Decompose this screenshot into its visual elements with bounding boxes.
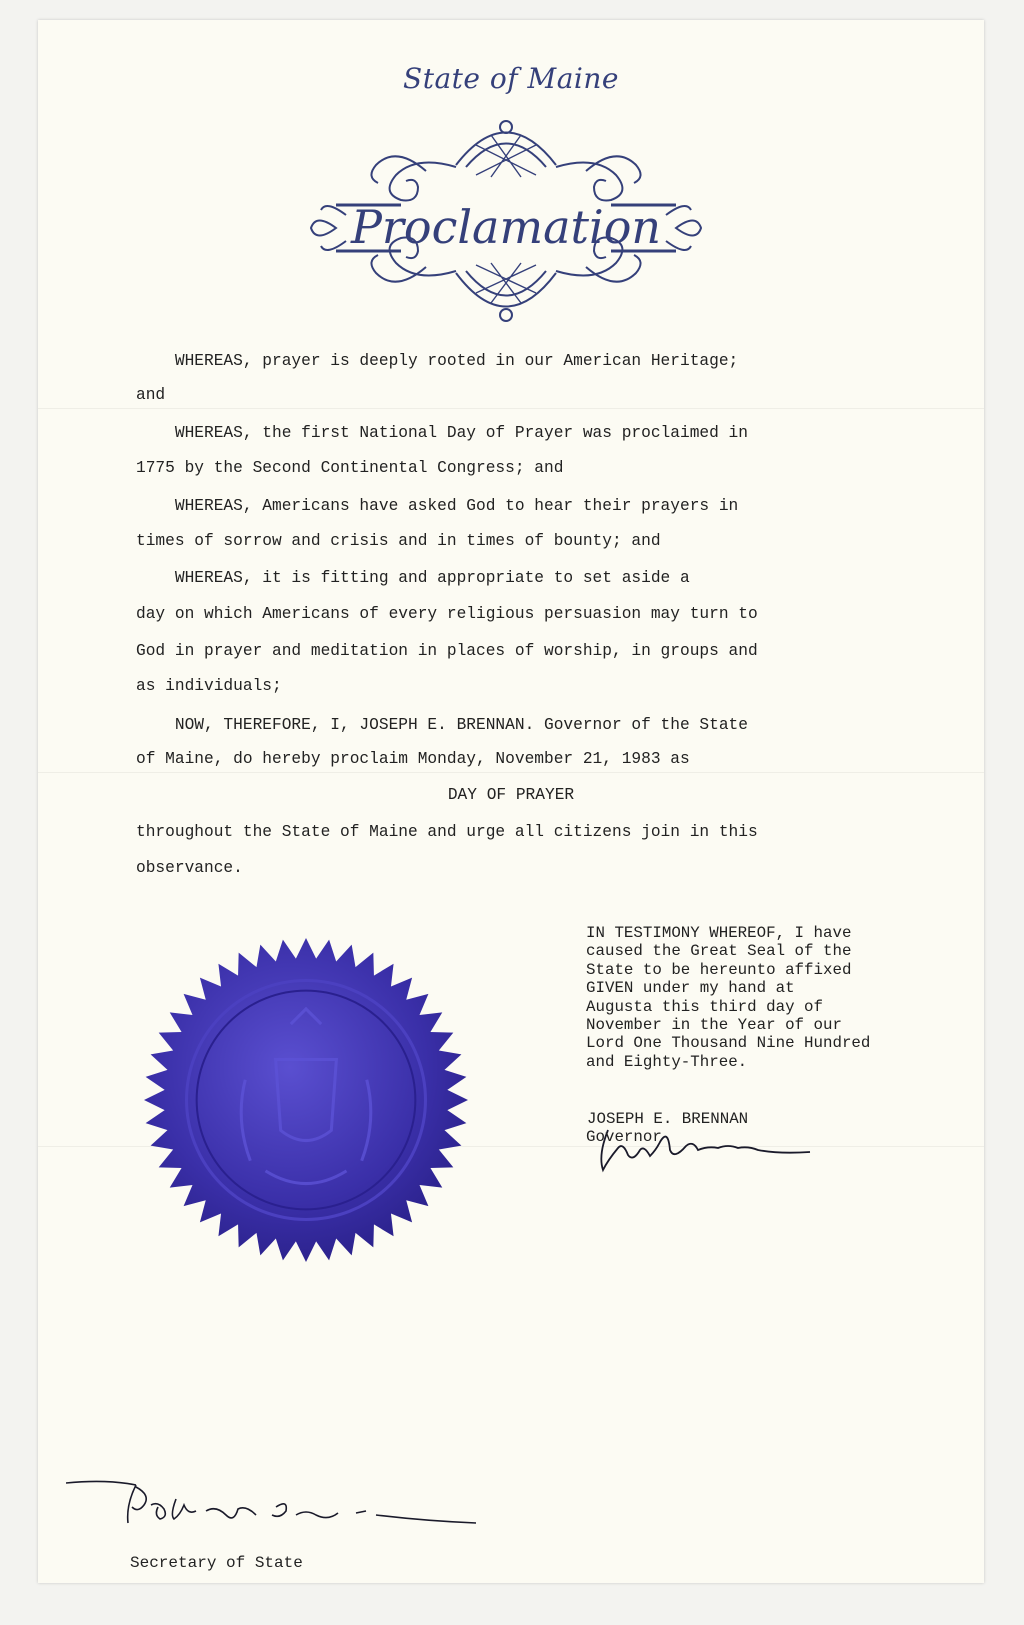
- body-line: WHEREAS, it is fitting and appropriate to set aside a: [136, 569, 690, 587]
- secretary-of-state-label: Secretary of State: [130, 1554, 303, 1572]
- testimony-line: and Eighty-Three.: [586, 1052, 748, 1071]
- whereas-body: [38, 20, 984, 877]
- body-line: times of sorrow and crisis and in times of bounty; and: [136, 532, 661, 550]
- state-heading: State of Maine: [403, 62, 619, 95]
- body-line: 1775 by the Second Continental Congress; and: [136, 459, 564, 477]
- proclamation-title: Proclamation: [350, 200, 662, 254]
- body-line: WHEREAS, prayer is deeply rooted in our American Heritage;: [136, 352, 739, 370]
- body-line: of Maine, do hereby proclaim Monday, November 21, 1983 as: [136, 750, 690, 768]
- body-line: throughout the State of Maine and urge all citizens join in this: [136, 823, 758, 841]
- body-line: WHEREAS, the first National Day of Prayer was proclaimed in: [136, 424, 748, 442]
- body-line: NOW, THEREFORE, I, JOSEPH E. BRENNAN. Governor of the State: [136, 716, 748, 734]
- governor-title: Governor: [586, 1128, 662, 1146]
- secretary-signature: [66, 1475, 486, 1555]
- day-of-prayer-title: DAY OF PRAYER: [447, 786, 575, 804]
- testimony-line: caused the Great Seal of the: [586, 942, 852, 961]
- testimony-line: GIVEN under my hand at: [586, 979, 795, 998]
- governor-block: [586, 1110, 748, 1146]
- body-line: and: [136, 386, 166, 404]
- testimony-block: [586, 924, 946, 1071]
- testimony-line: IN TESTIMONY WHEREOF, I have: [586, 924, 852, 942]
- body-line: observance.: [136, 859, 243, 877]
- governor-name: JOSEPH E. BRENNAN: [587, 1110, 749, 1128]
- testimony-line: State to be hereunto affixed: [586, 960, 852, 979]
- proclamation-document: [38, 20, 984, 1583]
- body-line: God in prayer and meditation in places of worship, in groups and: [136, 642, 758, 660]
- body-line: WHEREAS, Americans have asked God to hear their prayers in: [136, 497, 739, 515]
- great-seal-of-maine: [144, 938, 468, 1262]
- body-line: as individuals;: [136, 677, 282, 695]
- testimony-line: Lord One Thousand Nine Hundred: [586, 1034, 871, 1053]
- testimony-line: Augusta this third day of: [586, 997, 823, 1016]
- testimony-line: November in the Year of our: [586, 1016, 842, 1035]
- body-line: day on which Americans of every religious persuasion may turn to: [136, 605, 758, 623]
